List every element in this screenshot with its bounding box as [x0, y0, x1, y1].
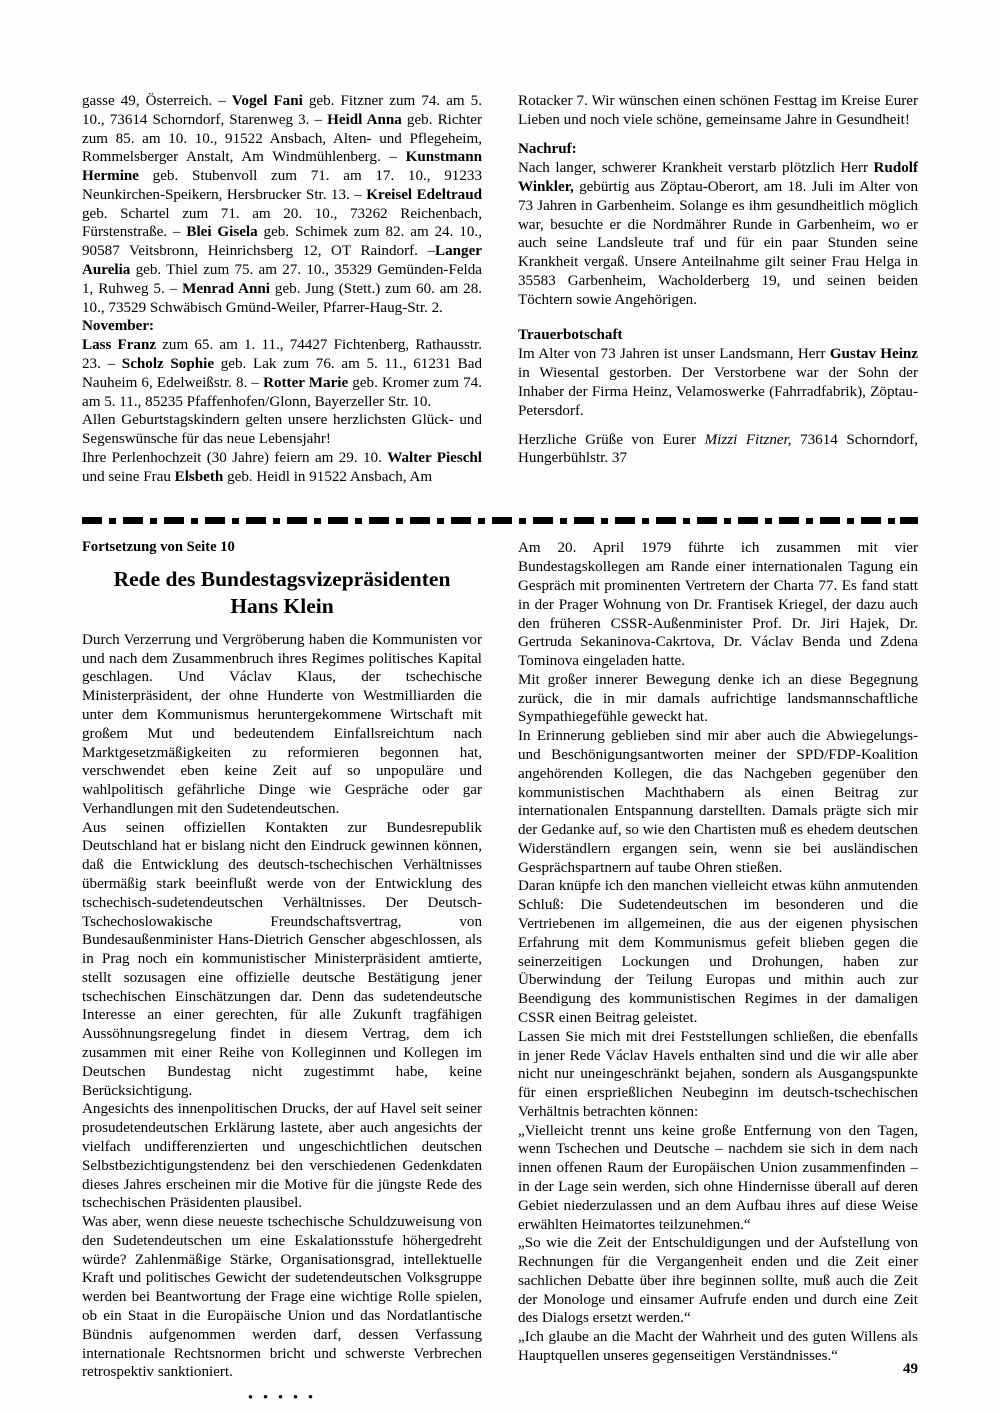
article-right-column: [518, 539, 918, 1365]
article-title: [82, 566, 482, 618]
article-paragraph: Daran knüpfe ich den manchen vielleicht etwas kühn anmutenden Schluß: Die Sudetendeutschen im besonderen und die Vertriebenen im allgemeinen, die aus der eigenen physischen Erfahrung mit dem Kommunismus gefeit blieben gegen die seinerzeitigen Lockungen und Drohungen, haben zur Überwindung der Teilung Europas und mithin auch zur Beendigung des kommunistischen Regimes in der damaligen CSSR einen Beitrag geleistet.: [518, 878, 918, 1026]
article-paragraph: Lassen Sie mich mit drei Feststellungen schließen, die ebenfalls in jener Rede Václav Havels enthalten sind und die wir alle aber nicht nur uneingeschränkt bejahen, sondern als Ausgangspunkte für einen ersprießlichen Neubeginn im deutsch-tschechischen Verhältnis betrachten können:: [518, 1028, 918, 1120]
anniversary-continuation: Rotacker 7. Wir wünschen einen schönen Festtag im Kreise Eurer Lieben und noch viele schöne, gemeinsame Jahre in Gesundheit!: [518, 93, 918, 128]
article-paragraph: In Erinnerung geblieben sind mir aber auch die Abwiegelungs- und Beschönigungsantworten meiner der SPD/FDP-Koalition angehörenden Kollegen, die das Nachgeben gegenüber den kommunistischen Machthabern als einen Beitrag zur internationalen Entspannung darstellten. Damals prägte sich mir der Gedanke auf, so wie den Chartisten muß es ehedem deutschen Widerständlern ergangen sein, wenn sie bei ausländischen Gesprächspartnern auf taube Ohren stießen.: [518, 728, 918, 876]
continuation-note: Fortsetzung von Seite 10: [82, 539, 235, 556]
article-paragraph: Durch Verzerrung und Vergröberung haben die Kommunisten vor und nach dem Zusammenbruch ihres Regimes politisches Kapital geschlagen. Und Václav Klaus, der tschechische Ministerpräsident, der ohne Hunderte von Westmilliarden die unter dem Kommunismus heruntergekommene Wirtschaft mit großem Mut und bedeutendem Einfallsreichtum nach Marktgesetzmäßigkeiten zu reformieren begonnen hat, verschwendet eben keine Zeit auf so unpopuläre und wahlpolitisch gefährliche Dinge wie Gespräche oder gar Verhandlungen mit den Sudetendeutschen.: [82, 631, 482, 817]
article-left-column: [82, 539, 482, 1407]
article-quote: „Ich glaube an die Macht der Wahrheit und des guten Willens als Hauptquellen unseres gegenseitigen Verständnisses.“: [518, 1329, 918, 1364]
article-paragraph: Mit großer innerer Bewegung denke ich an diese Begegnung zurück, die in mir damals aufrichtige landsmannschaftliche Sympathiegefühle geweckt hat.: [518, 671, 918, 726]
top-right-column: [518, 92, 918, 468]
article-paragraph: Am 20. April 1979 führte ich zusammen mit vier Bundestagskollegen am Rande einer internationalen Tagung ein Gespräch mit prominenten Vertretern der Charta 77. Es fand statt in der Prager Wohnung von Dr. Frantisek Kriegel, der dazu auch den früheren CSSR-Außenminister Prof. Dr. Jiri Hajek, Dr. Gertruda Sekaninova-Cakrtova, Dr. Václav Benda und Zdena Tominova eingeladen hatte.: [518, 540, 918, 670]
article-title-line1: Rede des Bundestagsvizepräsidenten: [113, 567, 451, 592]
end-of-column-dots: • • • • •: [247, 1390, 317, 1407]
mourning-paragraph: Im Alter von 73 Jahren ist unser Landsmann, Herr Gustav Heinz in Wiesental gestorben. Der Verstorbene war der Sohn der Inhaber der Firma Heinz, Velamoswerke (Fahrradfabrik), Zöptau-Petersdorf.: [518, 346, 918, 419]
article-title-line2: Hans Klein: [230, 593, 334, 618]
top-left-column: [82, 92, 482, 486]
greeting-paragraph: Herzliche Grüße von Eurer Mizzi Fitzner, 73614 Schorndorf, Hungerbühlstr. 37: [518, 431, 918, 467]
birthday-list-november: Lass Franz zum 65. am 1. 11., 74427 Fichtenberg, Rathausstr. 23. – Scholz Sophie geb. Lak zum 76. am 5. 11., 61231 Bad Nauheim 6, Edelweißstr. 8. – Rotter Marie geb. Kromer zum 74. am 5. 11., 85235 Pfaffenhofen/Glonn, Bayerzeller Str. 10.: [82, 337, 482, 410]
article-section: [82, 539, 918, 1407]
article-quote: „So wie die Zeit der Entschuldigungen und der Aufstellung von Rechnungen für die Vergangenheit enden und die Zeit einer sachlichen Debatte über ihre beginnen sollte, muß auch die Zeit der Monologe und einsamer Aufrufe enden und durch eine Zeit des Dialogs ersetzt werden.“: [518, 1235, 918, 1327]
page-number: 49: [903, 1361, 918, 1377]
birthday-list-paragraph: gasse 49, Österreich. – Vogel Fani geb. Fitzner zum 74. am 5. 10., 73614 Schorndorf, Starenweg 3. – Heidl Anna geb. Richter zum 85. am 10. 10., 91522 Ansbach, Alten- und Pflegeheim, Rommelsberger Anstalt, Am Windmühlenberg. – Kunstmann Hermine geb. Stubenvoll zum 71. am 17. 10., 91233 Neunkirchen-Speikern, Hersbrucker Str. 13. – Kreisel Edeltraud geb. Schartel zum 71. am 20. 10., 73262 Reichenbach, Fürstenstraße. – Blei Gisela geb. Schimek zum 82. am 24. 10., 90587 Veitsbronn, Heinrichsberg 12, OT Raindorf. –Langer Aurelia geb. Thiel zum 75. am 27. 10., 35329 Gemünden-Felda 1, Ruhweg 5. – Menrad Anni geb. Jung (Stett.) zum 60. am 28. 10., 73529 Schwäbisch Gmünd-Weiler, Pfarrer-Haug-Str. 2.: [82, 93, 483, 316]
month-heading-november: November:: [82, 318, 155, 335]
obituary-heading: Nachruf:: [518, 140, 577, 157]
birthday-wishes-paragraph: Allen Geburtstagskindern gelten unsere herzlichsten Glück- und Segenswünsche für das neue Lebensjahr!: [82, 412, 482, 448]
page-content: [82, 92, 918, 1407]
article-quote: „Vielleicht trennt uns keine große Entfernung von den Tagen, wenn Tschechen und Deutsche – nachdem sie sich in dem nach innen offenen Raum der Europäischen Union zusammenfinden – in der Lage sein werden, sich ohne Hindernisse überall auf deren Gebiet niederzulassen und an dem Aufbau ihres auf diese Weise erwählten Heimatortes teilzunehmen.“: [518, 1122, 918, 1233]
anniversary-paragraph: Ihre Perlenhochzeit (30 Jahre) feiern am 29. 10. Walter Pieschl und seine Frau Elsbeth geb. Heidl in 91522 Ansbach, Am: [82, 449, 483, 485]
article-paragraph: Angesichts des innenpolitischen Drucks, der auf Havel seit seiner prosudetendeutschen Erklärung lastete, aber auch angesichts der vielfach undifferenzierten und ungeschichtlichen deutschen Selbstbezichtigungstendenz bei den verschiedenen Gedenkdaten dieses Jahres erscheinen mir die Motive für die jüngste Rede des tschechischen Präsidenten plausibel.: [82, 1101, 482, 1212]
article-paragraph: Aus seinen offiziellen Kontakten zur Bundesrepublik Deutschland hat er bislang nicht den Eindruck gewinnen können, daß die Entwicklung des deutsch-tschechischen Verhältnisses übermäßig stark beeinflußt werde von der Entwicklung des tschechisch-sudetendeutschen Verhältnisses. Der Deutsch-Tschechoslowakische Freundschaftsvertrag, von Bundesaußenminister Hans-Dietrich Genscher abgeschlossen, als in Prag noch ein kommunistischer Ministerpräsident amtierte, stellt sozusagen eine offizielle deutsche Bestätigung jener tschechischen Einschätzungen dar. Denn das sudetendeutsche Interesse an einer gerechten, für alle Zukunft tragfähigen Aussöhnungsregelung findet in diesem Vertrag, dem ich zusammen mit einer Reihe von Kolleginnen und Kollegen im Deutschen Bundestag nicht zugestimmt habe, keine Berücksichtigung.: [82, 819, 482, 1099]
obituary-paragraph: Nach langer, schwerer Krankheit verstarb plötzlich Herr Rudolf Winkler, gebürtig aus Zöptau-Oberort, am 18. Juli im Alter von 73 Jahren in Garbenheim. Solange es ihm gesundheitlich möglich war, besuchte er die Nordmährer Runde in Garbenheim, wo er auch seine Landsleute traf und für ein paar Stunden seine Krankheit vergaß. Unsere Anteilnahme gilt seiner Frau Helga in 35583 Garbenheim, Wacholderberg 19, und seinen beiden Töchtern sowie Angehörigen.: [518, 160, 918, 308]
article-paragraph: Was aber, wenn diese neueste tschechische Schuldzuweisung von den Sudetendeutschen um eine Eskalationsstufe höhergedreht würde? Zahlenmäßige Stärke, Organisationsgrad, intellektuelle Kraft und politisches Gewicht der sudetendeutschen Volksgruppe werden bei Beantwortung der Frage eine wichtige Rolle spielen, ob ein Staat in die Europäische Union und das Nordatlantische Bündnis aufgenommen werden darf, dessen Verfassung internationale Rechtsnormen bricht und schwerste Verbrechen retrospektiv sanktioniert.: [82, 1214, 482, 1381]
mourning-heading: Trauerbotschaft: [518, 326, 623, 343]
top-section: [82, 92, 918, 486]
section-divider: [82, 512, 918, 521]
